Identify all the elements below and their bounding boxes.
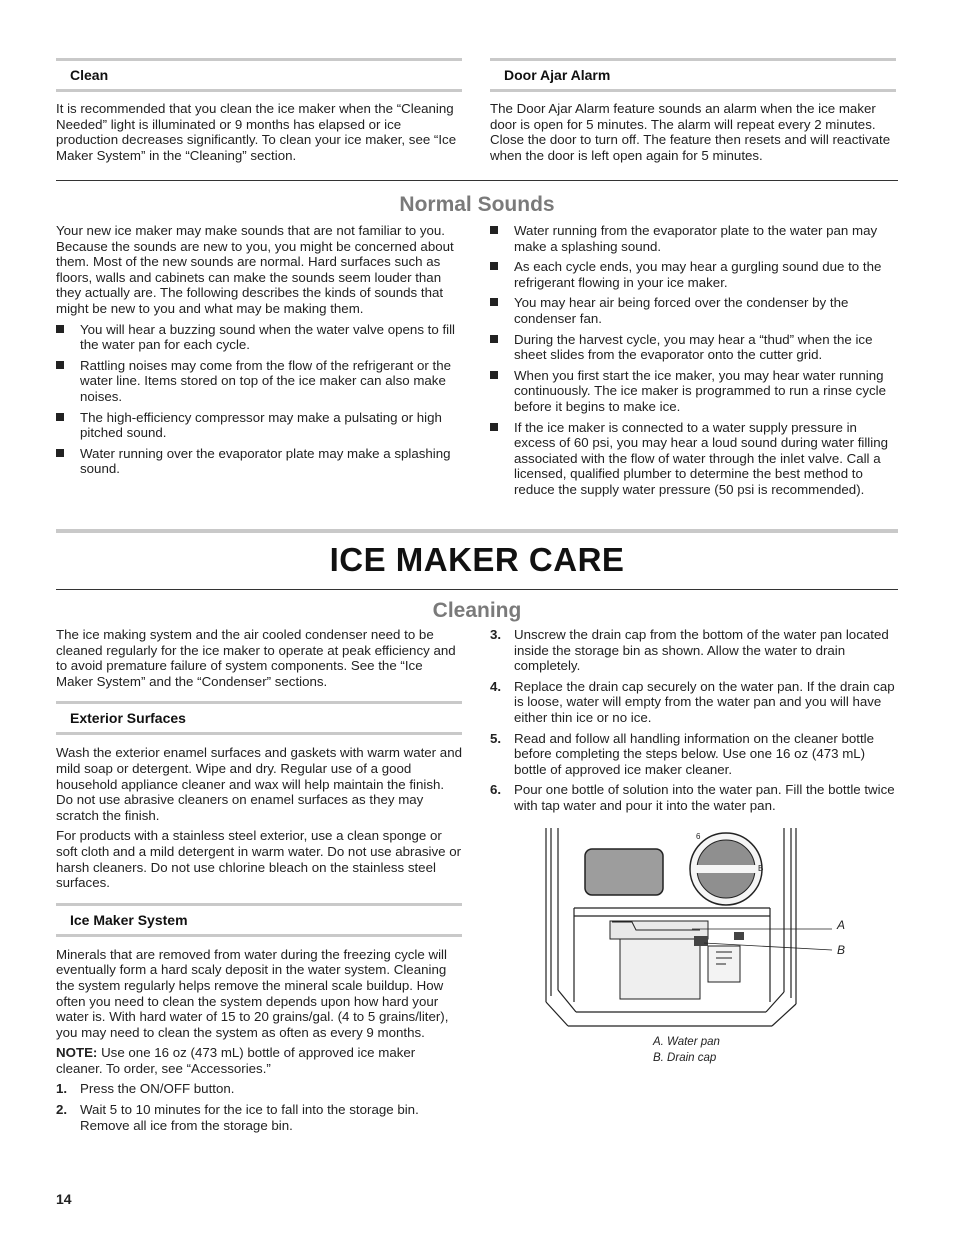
clean-section [56,58,462,168]
step-item [490,782,896,813]
normal-sounds-title: Normal Sounds [399,193,555,216]
step-number: 3. [490,627,502,642]
door-ajar-heading: Door Ajar Alarm [490,58,896,92]
callout-label-b: B [837,943,846,957]
list-item: Water running over the evaporator plate may make a splashing sound. [56,446,462,477]
figure-caption [653,1034,720,1066]
water-pan [610,921,740,999]
list-item: Rattling noises may come from the flow of the refrigerant or the water line. Items stored on top of the ice maker can also make noises. [56,358,462,405]
divider [56,180,898,181]
normal-sounds-intro: Your new ice maker may make sounds that are not familiar to you. Because the sounds are new to you, you might be concerned about them. Most of the new sounds are normal. Hard surfaces such as floors, walls and cabinets can make the sounds seem louder than they actually are. The following describes the kinds of sounds that might be new to you and what may be making them. [56,223,454,316]
caption-water-pan: A. Water pan [653,1036,720,1048]
normal-sounds-left [56,223,462,482]
list-item: When you first start the ice maker, you may hear water running continuously. The ice maker is programmed to run a rinse cycle before it begins to make ice. [490,368,896,415]
step-number: 5. [490,730,502,746]
cleaning-left [56,627,462,1138]
step-text: Replace the drain cap securely on the water pan. If the drain cap is loose, water will empty from the water pan and you will have either thin ice or no ice. [514,678,895,725]
cleaning-right [490,627,896,819]
caption-drain-cap: B. Drain cap [653,1052,717,1064]
exterior-text-2: For products with a stainless steel exterior, use a clean sponge or soft cloth and a mild detergent in warm water. Do not use abrasive or harsh cleaners. Do not use chlorine bleach on the stainless steel surfaces. [56,828,462,891]
ice-maker-system-text: Minerals that are removed from water during the freezing cycle will eventually form a hard scaly deposit in the water system. Cleaning the system regularly helps remove the mineral scale buildup. How often you need to clean the system depends upon how hard your water is. With hard water of 15 to 20 grains/gal. (4 to 5 grains/liter), you may need to clean the system as often as every 9 months. [56,946,449,1040]
step-item [490,679,896,726]
window-shape [585,849,663,895]
exterior-heading: Exterior Surfaces [56,701,462,735]
step-text: Wait 5 to 10 minutes for the ice to fall into the storage bin. Remove all ice from the storage bin. [80,1102,419,1133]
step-text: Read and follow all handling information on the cleaner bottle before completing the steps below. Use one 16 oz (473 mL) bottle of approved ice maker cleaner. [514,730,874,777]
step-item [56,1081,462,1097]
callout-label-a: A [837,918,846,932]
list-item: During the harvest cycle, you may hear a “thud” when the ice sheet slides from the evaporator onto the cutter grid. [490,332,896,363]
section-rule-bottom [56,589,898,590]
note-text: Use one 16 oz (473 mL) bottle of approved ice maker cleaner. To order, see “Accessories.” [56,1045,416,1076]
list-item: You will hear a buzzing sound when the water valve opens to fill the water pan for each cycle. [56,322,462,353]
clean-heading: Clean [56,58,462,92]
step-number: 4. [490,678,502,694]
section-rule-top [56,529,898,533]
page-number: 14 [56,1191,72,1207]
ice-maker-illustration [540,826,860,1031]
cleaning-intro: The ice making system and the air cooled condenser need to be cleaned regularly for the ice maker to operate at peak efficiency and to avoid premature failure of system components. See the “Ice Maker System” and the “Condenser” sections. [56,627,456,689]
list-item: Water running from the evaporator plate to the water pan may make a splashing sound. [490,223,896,254]
note-paragraph [56,1045,462,1076]
normal-sounds-right [490,223,896,503]
dial-label-6: 6 [696,832,701,841]
step-number: 6. [490,782,502,798]
step-text: Unscrew the drain cap from the bottom of the water pan located inside the storage bin as shown. Allow the water to drain completely. [514,627,889,674]
step-item [490,731,896,778]
dial-label-b: B [758,864,764,873]
door-ajar-text: The Door Ajar Alarm feature sounds an alarm when the ice maker door is open for 5 minutes. The alarm will repeat every 2 minutes. Close the door to turn off. The feature then resets and will reactivate when the door is left open again for 5 minutes. [490,101,891,163]
note-label: NOTE: [56,1045,98,1061]
cleaning-title: Cleaning [432,599,522,622]
clean-text: It is recommended that you clean the ice maker when the “Cleaning Needed” light is illuminated or 9 months has elapsed or ice production decreases significantly. To clean your ice maker, see “Ice Maker System” in the “Cleaning” section. [56,101,457,163]
ice-maker-system-heading: Ice Maker System [56,903,462,937]
ice-maker-care-title: ICE MAKER CARE [329,541,625,578]
step-number: 2. [56,1102,68,1118]
exterior-text-1: Wash the exterior enamel surfaces and gaskets with warm water and mild soap or detergent. Wipe and dry. Regular use of a good household appliance cleaner and wax will help maintain the finish. Do not use abrasive cleaners on enamel surfaces as they may scratch the finish. [56,745,462,823]
step-item [490,627,896,674]
list-item: As each cycle ends, you may hear a gurgling sound due to the refrigerant flowing in your ice maker. [490,259,896,290]
list-item: If the ice maker is connected to a water supply pressure in excess of 60 psi, you may hear a loud sound during water filling associated with the flow of water through the inlet valve. Call a licensed, qualified plumber to determine the best method to reduce the supply water pressure (50 psi is recommended). [490,420,896,498]
step-text: Press the ON/OFF button. [80,1081,235,1097]
door-ajar-section [490,58,896,168]
step-number: 1. [56,1081,68,1097]
list-item: The high-efficiency compressor may make a pulsating or high pitched sound. [56,410,462,441]
dial-knob [690,833,762,905]
step-text: Pour one bottle of solution into the water pan. Fill the bottle twice with tap water and pour it into the water pan. [514,782,895,813]
list-item: You may hear air being forced over the condenser by the condenser fan. [490,295,896,326]
step-item [56,1102,462,1133]
